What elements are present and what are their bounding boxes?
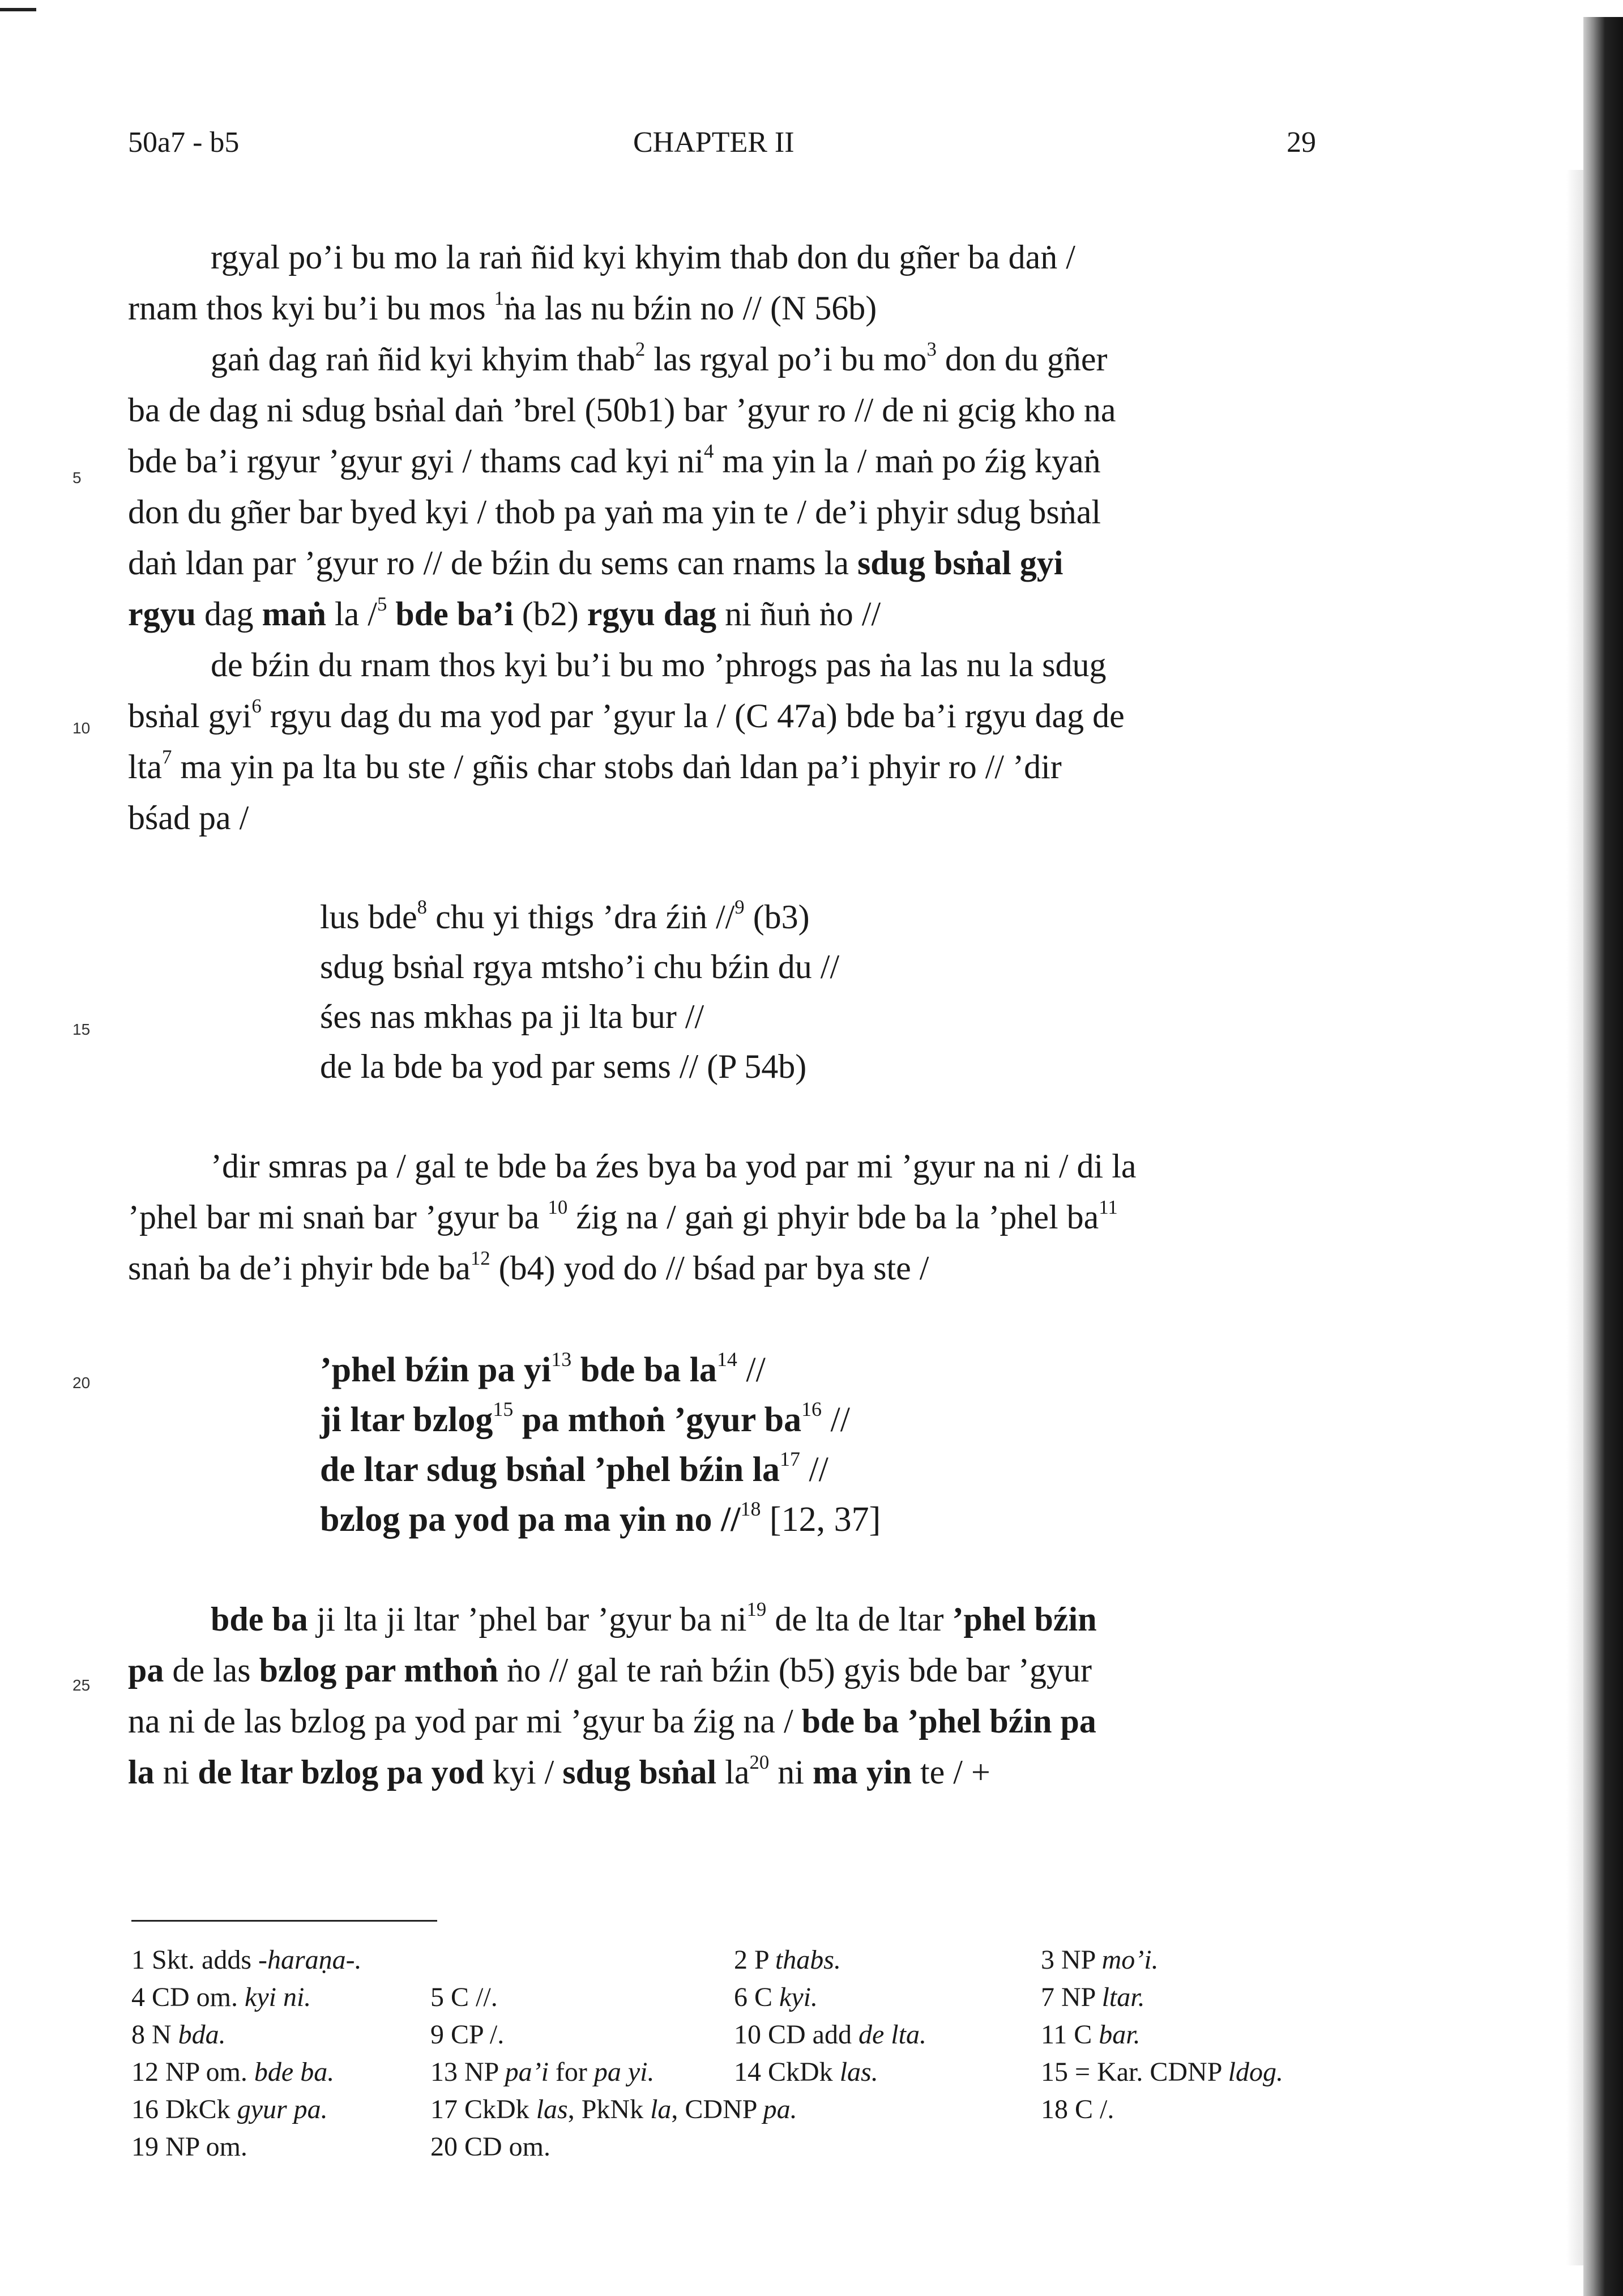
footnote-ref: 18 bbox=[740, 1497, 761, 1521]
text-line: ba de dag ni sdug bsṅal daṅ ’brel (50b1) bar ’gyur ro // de ni gcig kho na bbox=[128, 391, 1116, 429]
footnote-ref: 1 bbox=[494, 287, 505, 309]
text-line: lta$^7$ ma yin pa lta bu ste / gñis char stobs daṅ ldan pa’i phyir ro // ’dir bbox=[128, 745, 1062, 786]
footnote-13: 13 NP pa’i for pa yi. bbox=[430, 2057, 655, 2087]
text-line: ’phel bar mi snaṅ bar ’gyur ba $^{10}$ źig na / gaṅ gi phyir bde ba la ’phel $ba^{11}$ bbox=[128, 1196, 1118, 1236]
text-line: bśad pa / bbox=[128, 799, 249, 837]
text-line: ’dir smras pa / gal te bde ba źes bya ba yod par mi ’gyur na ni / di la bbox=[211, 1147, 1137, 1185]
footnote-20: 20 CD om. bbox=[430, 2132, 551, 2162]
footnote-ref: 2 bbox=[635, 338, 646, 360]
footnote-ref: 7 bbox=[161, 745, 172, 768]
text-line: don du gñer bar byed kyi / thob pa yaṅ ma yin te / de’i phyir sdug bsṅal bbox=[128, 493, 1101, 531]
root-verse-line: ji ltar bzlog$^{15}$ pa mthoṅ ’gyur $ba^{16}$ // bbox=[320, 1398, 850, 1439]
verse-line: śes nas mkhas pa ji lta bur // bbox=[320, 998, 704, 1035]
footnote-4: 4 CD om. kyi ni. bbox=[131, 1982, 311, 2012]
text-line: pa de las bzlog par mthoṅ ṅo // gal te raṅ bźin (b5) gyis bde bar ’gyur bbox=[128, 1651, 1092, 1689]
footnote-17: 17 CkDk las, PkNk la, CDNP pa. bbox=[430, 2094, 797, 2124]
text-line: na ni de las bzlog pa yod par mi ’gyur ba źig na / bde ba ’phel bźin pa bbox=[128, 1702, 1096, 1740]
footnote-ref: 8 bbox=[417, 895, 428, 918]
footnote-ref: 16 bbox=[801, 1398, 822, 1421]
footnote-19: 19 NP om. bbox=[131, 2132, 247, 2162]
footnote-14: 14 CkDk las. bbox=[734, 2057, 878, 2087]
page-edge-shadow bbox=[1566, 170, 1583, 2265]
footnote-ref: 19 bbox=[746, 1598, 767, 1620]
root-verse-line: de ltar sdug bsṅal ’phel bźin $la^{17}$ // bbox=[320, 1448, 828, 1489]
footnote-12: 12 NP om. bde ba. bbox=[131, 2057, 335, 2087]
text-line: daṅ ldan par ’gyur ro // de bźin du sems can rnams la sdug bsṅal gyi bbox=[128, 544, 1064, 582]
line-number-10: 10 bbox=[72, 719, 91, 737]
page-edge-binding bbox=[1583, 17, 1623, 2296]
line-number-20: 20 bbox=[72, 1374, 91, 1392]
footnote-ref: 20 bbox=[749, 1751, 770, 1773]
footnote-ref: 11 bbox=[1099, 1196, 1118, 1218]
chapter-title: CHAPTER II bbox=[633, 126, 795, 159]
footnote-7: 7 NP ltar. bbox=[1041, 1982, 1145, 2012]
line-number-5: 5 bbox=[72, 469, 82, 486]
root-verse-line: bzlog pa yod pa ma yin no //$^{18}$ [12, 37] bbox=[320, 1497, 881, 1539]
text-line: gaṅ dag raṅ ñid kyi khyim thab$^2$ las rgyal po’i bu $mo^3$ don du gñer bbox=[211, 338, 1108, 378]
root-verse-line: ’phel bźin pa $yi^{13}$ bde ba $la^{14}$ // bbox=[320, 1348, 766, 1389]
footnote-18: 18 C /. bbox=[1041, 2094, 1114, 2124]
text-line: rgyal po’i bu mo la raṅ ñid kyi khyim thab don du gñer ba daṅ / bbox=[211, 238, 1075, 276]
footnote-3: 3 NP mo’i. bbox=[1041, 1945, 1159, 1975]
footnote-11: 11 C bar. bbox=[1041, 2020, 1141, 2050]
verse-line: de la bde ba yod par sems // (P 54b) bbox=[320, 1048, 807, 1085]
corner-mark bbox=[0, 8, 36, 11]
footnote-ref: 5 bbox=[377, 592, 387, 615]
line-number-25: 25 bbox=[72, 1676, 91, 1694]
page-number: 29 bbox=[1287, 126, 1316, 159]
text-line: la ni de ltar bzlog pa yod kyi / sdug bsṅal $la^{20}$ ni ma yin te / + bbox=[128, 1751, 990, 1791]
footnote-ref: 4 bbox=[704, 439, 714, 462]
footnote-rule bbox=[131, 1920, 437, 1922]
footnote-10: 10 CD add de lta. bbox=[734, 2020, 926, 2050]
folio-range: 50a7 - b5 bbox=[128, 126, 240, 159]
footnote-ref: 13 bbox=[551, 1348, 572, 1371]
footnote-8: 8 N bda. bbox=[131, 2020, 226, 2050]
footnote-ref: 3 bbox=[926, 338, 937, 360]
text-line: rnam thos kyi bu’i bu mos $^1$ṅa las nu bźin no // (N 56b) bbox=[128, 287, 877, 327]
text-line: bde ba’i rgyur ’gyur gyi / thams cad kyi $ni^4$ ma yin la / maṅ po źig kyaṅ bbox=[128, 439, 1101, 480]
footnote-5: 5 C //. bbox=[430, 1982, 498, 2012]
verse-line: sdug bsṅal rgya mtsho’i chu bźin du // bbox=[320, 948, 840, 985]
footnote-6: 6 C kyi. bbox=[734, 1982, 818, 2012]
footnote-9: 9 CP /. bbox=[430, 2020, 505, 2050]
footnote-1: 1 Skt. adds -haraṇa-. bbox=[131, 1945, 362, 1975]
line-number-15: 15 bbox=[72, 1021, 91, 1038]
footnote-2: 2 P thabs. bbox=[734, 1945, 841, 1975]
text-line: snaṅ ba de’i phyir bde $ba^{12}$ (b4) yod do // bśad par bya ste / bbox=[128, 1247, 929, 1287]
text-line: rgyu dag maṅ la /$^5$ bde ba’i (b2) rgyu dag ni ñuṅ ṅo // bbox=[128, 592, 881, 633]
footnote-ref: 14 bbox=[716, 1348, 737, 1371]
verse-line: lus bde$^8$ chu yi thigs ’dra źiṅ //$^9$ (b3) bbox=[320, 895, 810, 936]
footnote-ref: 9 bbox=[734, 895, 745, 918]
footnote-ref: 15 bbox=[493, 1398, 514, 1421]
footnote-15: 15 = Kar. CDNP ldog. bbox=[1041, 2057, 1283, 2087]
footnote-ref: 6 bbox=[251, 694, 262, 717]
text-line: de bźin du rnam thos kyi bu’i bu mo ’phrogs pas ṅa las nu la sdug bbox=[211, 646, 1107, 684]
footnote-16: 16 DkCk gyur pa. bbox=[131, 2094, 328, 2124]
footnote-ref: 12 bbox=[470, 1247, 490, 1269]
text-line: bsṅal gyi$^6$ rgyu dag du ma yod par ’gyur la / (C 47a) bde ba’i rgyu dag de bbox=[128, 694, 1125, 735]
text-line: bde ba ji lta ji ltar ’phel bar ’gyur ba $ni^{19}$ de lta de ltar ’phel bźin bbox=[211, 1598, 1097, 1638]
footnote-ref: 17 bbox=[779, 1448, 800, 1471]
footnote-ref: 10 bbox=[548, 1196, 568, 1218]
